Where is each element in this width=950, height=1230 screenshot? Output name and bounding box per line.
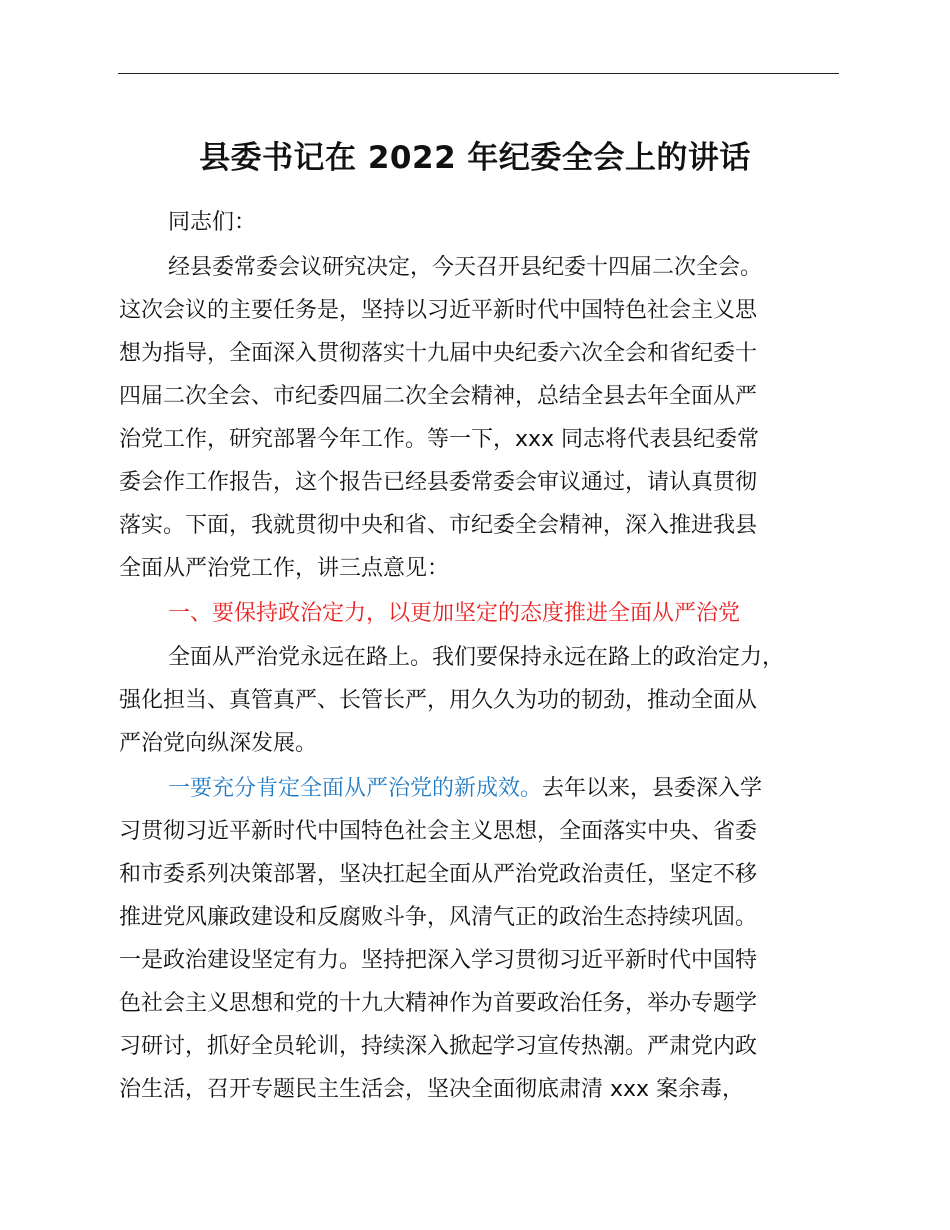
subsection-heading: 一要充分肯定全面从严治党的新成效。 (168, 776, 543, 801)
subsection-first-line-text: 去年以来，县委深入学 (542, 776, 763, 801)
document-title: 县委书记在 2022 年纪委全会上的讲话 (199, 140, 751, 176)
paragraph-line: 四届二次全会、市纪委四届二次全会精神，总结全县去年全面从严 (119, 384, 758, 409)
paragraph-line: 色社会主义思想和党的十九大精神作为首要政治任务，举办专题学 (119, 991, 758, 1016)
header-rule (118, 73, 839, 74)
paragraph-line: 全面从严治党工作，讲三点意见： (119, 556, 450, 581)
paragraph-line: 经县委常委会议研究决定，今天召开县纪委十四届二次全会。 (168, 255, 763, 280)
salutation: 同志们： (168, 210, 257, 235)
paragraph-line: 强化担当、真管真严、长管长严，用久久为功的韧劲，推动全面从 (119, 688, 758, 713)
paragraph-line: 推进党风廉政建设和反腐败斗争，风清气正的政治生态持续巩固。 (119, 905, 758, 930)
paragraph-line: 治党工作，研究部署今年工作。等一下，xxx 同志将代表县纪委常 (119, 427, 760, 452)
paragraph-line: 全面从严治党永远在路上。我们要保持永远在路上的政治定力， (168, 645, 785, 670)
section-heading: 一、要保持政治定力，以更加坚定的态度推进全面从严治党 (168, 601, 741, 626)
paragraph-line: 和市委系列决策部署，坚决扛起全面从严治党政治责任，坚定不移 (119, 862, 758, 887)
paragraph-line: 想为指导，全面深入贯彻落实十九届中央纪委六次全会和省纪委十 (119, 341, 758, 366)
paragraph-line: 习贯彻习近平新时代中国特色社会主义思想，全面落实中央、省委 (119, 819, 758, 844)
paragraph-line: 治生活，召开专题民主生活会，坚决全面彻底肃清 xxx 案余毒， (119, 1077, 745, 1102)
paragraph-line: 这次会议的主要任务是，坚持以习近平新时代中国特色社会主义思 (119, 298, 758, 323)
paragraph-line: 落实。下面，我就贯彻中央和省、市纪委全会精神，深入推进我县 (119, 513, 758, 538)
paragraph-line: 严治党向纵深发展。 (119, 731, 318, 756)
paragraph-line: 一是政治建设坚定有力。坚持把深入学习贯彻习近平新时代中国特 (119, 948, 758, 973)
paragraph-line: 习研讨，抓好全员轮训，持续深入掀起学习宣传热潮。严肃党内政 (119, 1034, 758, 1059)
subsection-paragraph-line (168, 774, 762, 804)
paragraph-line: 委会作工作报告，这个报告已经县委常委会审议通过，请认真贯彻 (119, 470, 758, 495)
